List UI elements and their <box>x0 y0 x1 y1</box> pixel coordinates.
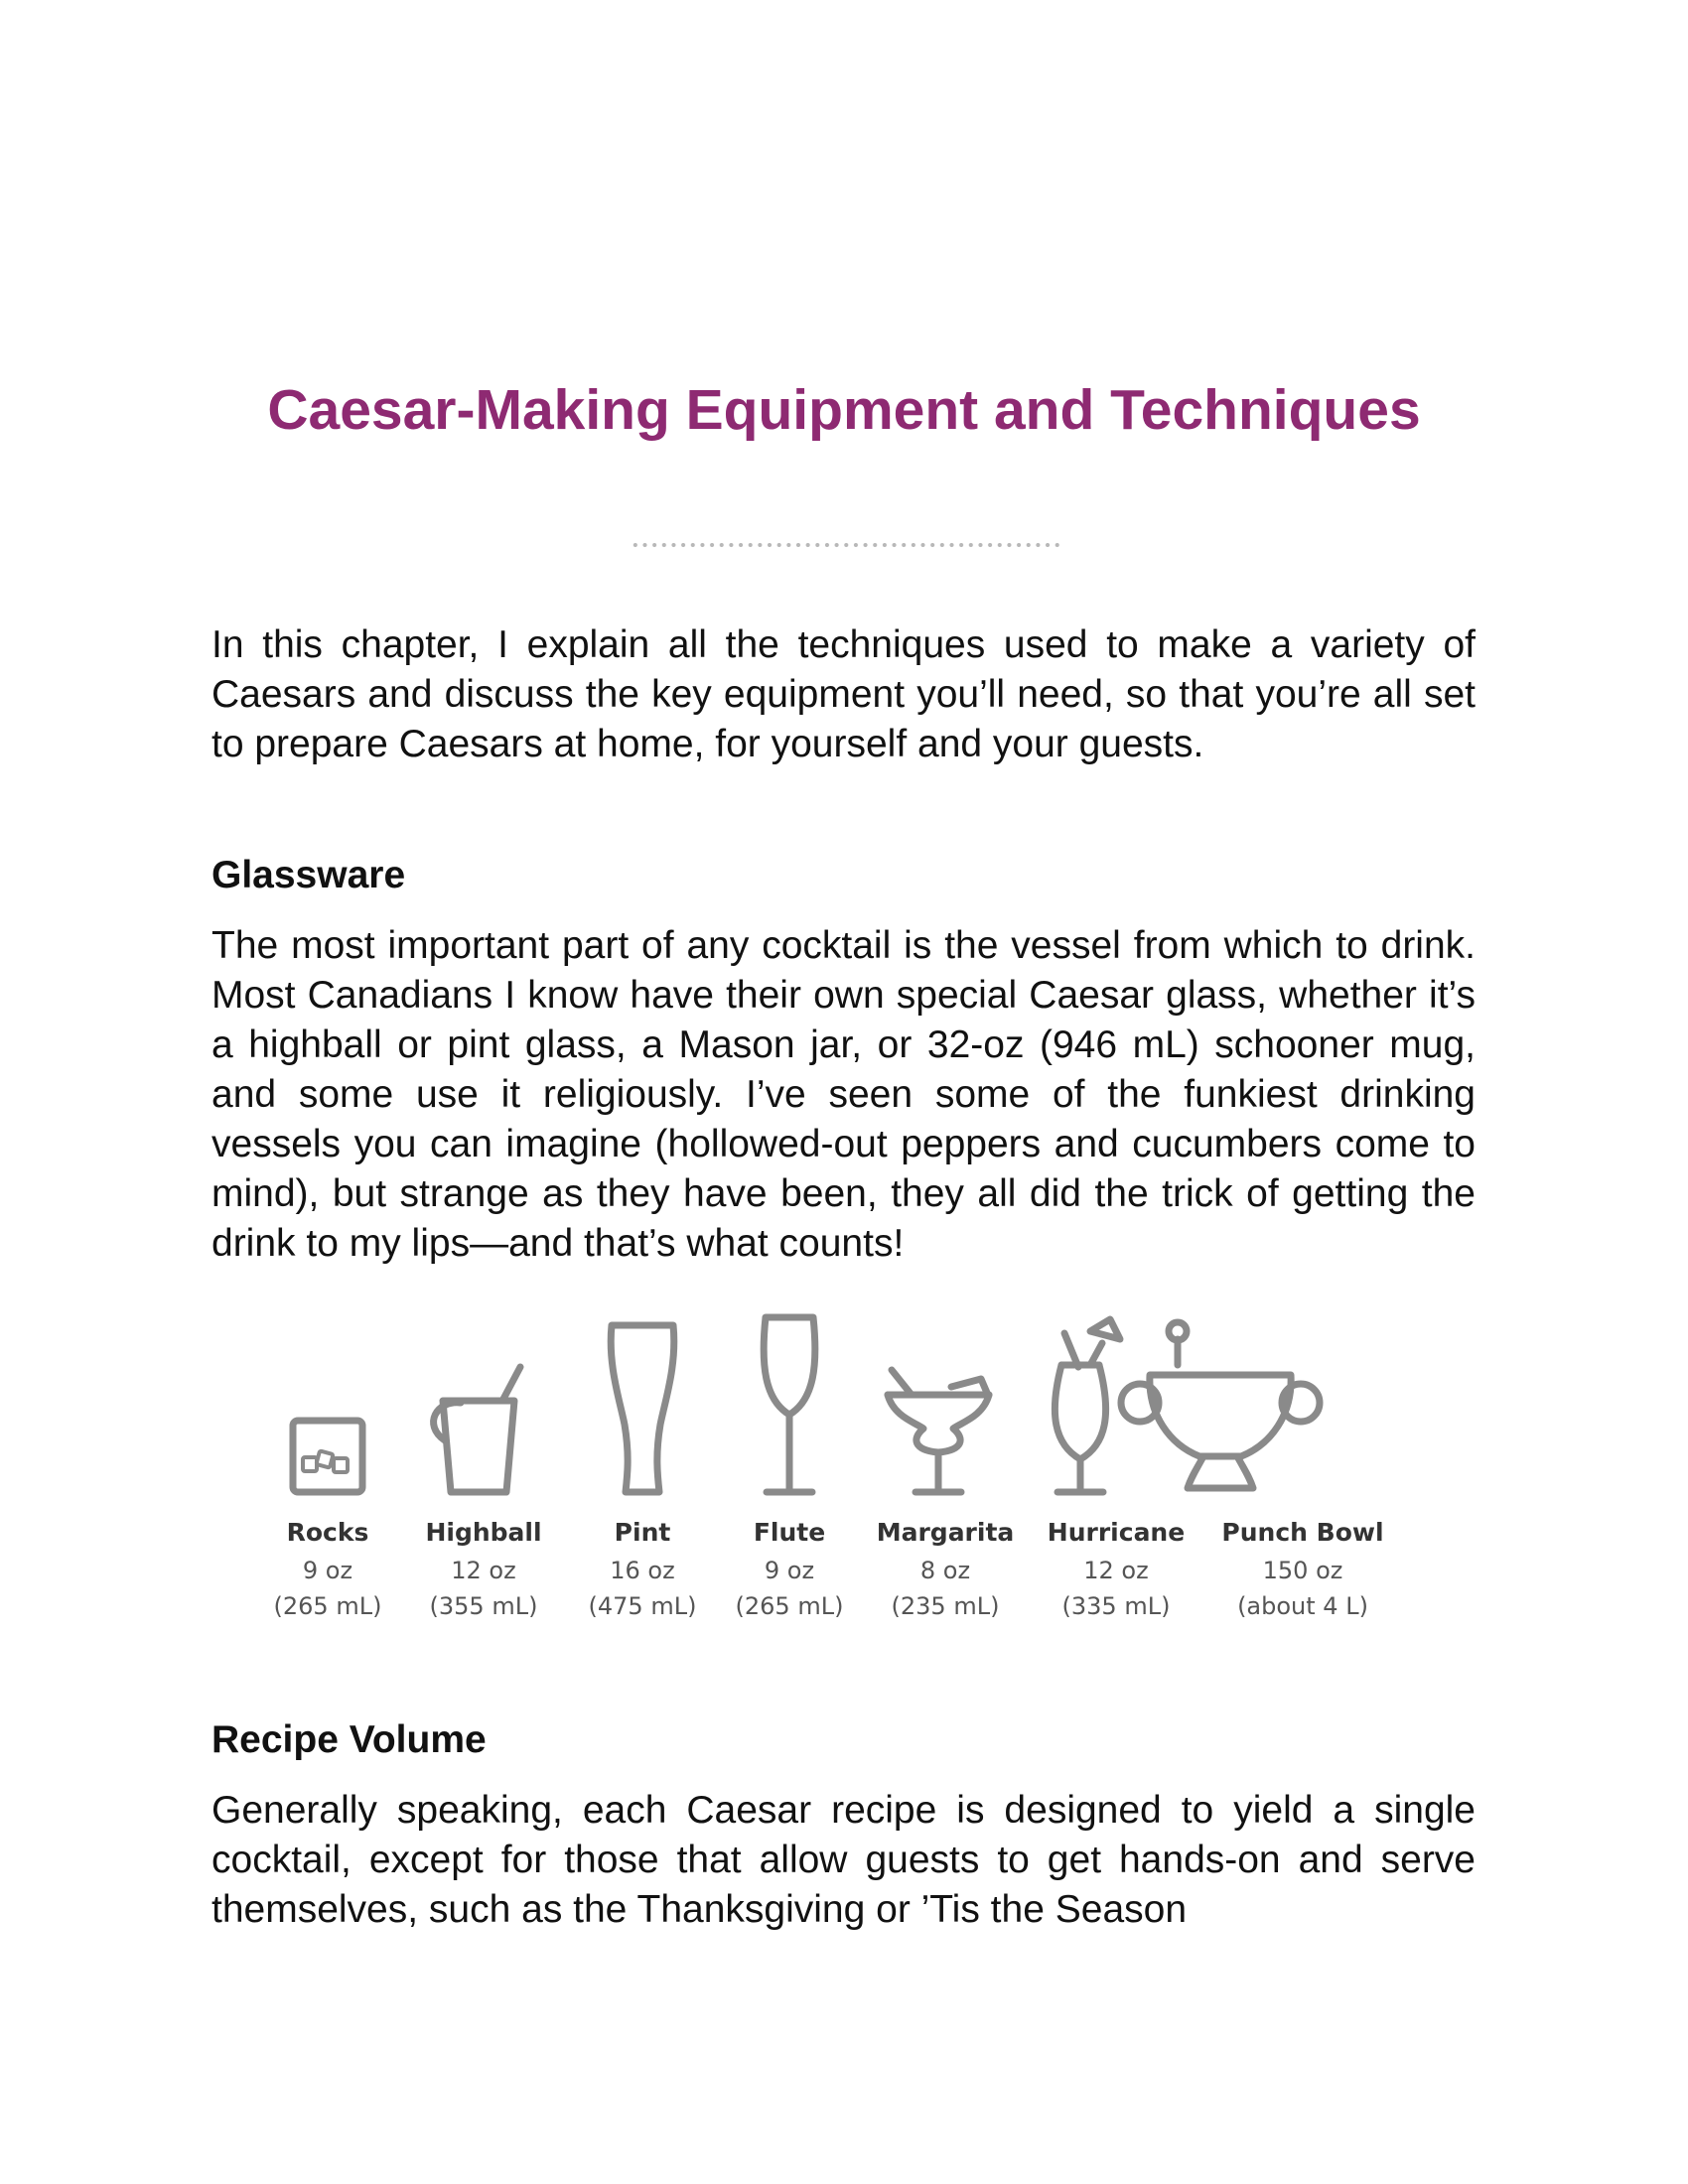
glass-ml: (265 mL) <box>735 1592 844 1620</box>
glass-ml: (475 mL) <box>588 1592 697 1620</box>
glass-oz: 16 oz <box>610 1557 675 1584</box>
glass-name: Rocks <box>286 1518 369 1547</box>
glass-ml: (about 4 L) <box>1237 1592 1368 1620</box>
recipe-volume-paragraph: Generally speaking, each Caesar recipe is designed to yield a single cocktail, except for those that allow guests to get hands-on and serve themselves, such as the Thanksgiving or ’Tis the Season <box>211 1789 1476 1931</box>
glassware-heading: Glassware <box>211 854 406 896</box>
glass-name: Pint <box>614 1518 671 1547</box>
glass-oz: 12 oz <box>451 1557 516 1584</box>
glass-oz: 9 oz <box>764 1557 815 1584</box>
glassware-paragraph: The most important part of any cocktail is the vessel from which to drink. Most Canadians I know have their own special Caesar glass, whether it’s a highball or pint glass, a Mason jar, or 32-oz (946 mL) schooner mug, and some use it religiously. I’ve seen some of the funkiest drinking vessels you can imagine (hollowed-out peppers and cucumbers come to mind), but strange as they have been, they all did the trick of getting the drink to my lips—and that’s what counts! <box>211 924 1476 1265</box>
glass-name: Hurricane <box>1047 1518 1186 1547</box>
glass-item-margarita <box>856 1305 1035 1633</box>
glass-ml: (265 mL) <box>273 1592 382 1620</box>
glass-ml: (355 mL) <box>429 1592 538 1620</box>
glass-name: Flute <box>753 1518 826 1547</box>
glass-name: Highball <box>425 1518 542 1547</box>
glass-item-hurricane <box>1027 1305 1205 1633</box>
glass-item-flute <box>700 1305 879 1633</box>
glass-item-rocks <box>238 1305 417 1633</box>
glass-name: Margarita <box>876 1518 1015 1547</box>
intro-paragraph: In this chapter, I explain all the techniques used to make a variety of Caesars and discuss the key equipment you’ll need, so that you’re all set to prepare Caesars at home, for yourself and your guests. <box>211 623 1476 765</box>
glass-oz: 8 oz <box>919 1557 971 1584</box>
glass-ml: (235 mL) <box>891 1592 1000 1620</box>
page-title: Caesar-Making Equipment and Techniques <box>267 378 1421 442</box>
glass-item-highball <box>394 1305 573 1633</box>
dotted-divider <box>631 541 1062 549</box>
glass-oz: 150 oz <box>1262 1557 1343 1584</box>
glass-name: Punch Bowl <box>1221 1518 1384 1547</box>
glass-oz: 9 oz <box>302 1557 353 1584</box>
glass-ml: (335 mL) <box>1061 1592 1171 1620</box>
glass-oz: 12 oz <box>1083 1557 1149 1584</box>
glassware-figure <box>248 1305 1440 1633</box>
recipe-volume-heading: Recipe Volume <box>211 1718 487 1761</box>
glass-item-punch-bowl <box>1213 1305 1392 1633</box>
